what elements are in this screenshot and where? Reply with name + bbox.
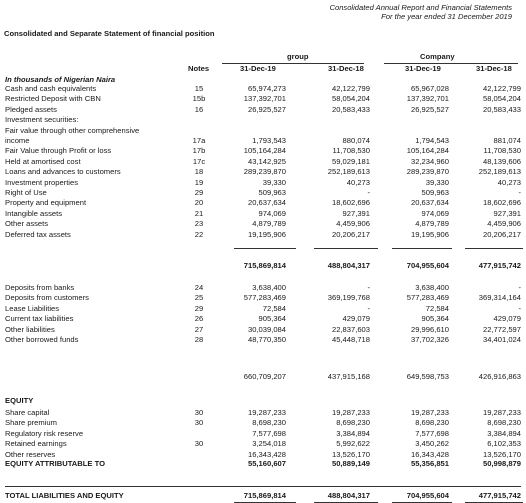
asset-row [0,137,526,146]
asset-row-g19: 19,195,906 [247,229,286,239]
asset-row [0,220,526,229]
asset-row-g19: 105,164,284 [243,146,286,156]
liability-row-note: 28 [194,335,204,344]
equity-row-c19: 7,577,698 [415,428,449,438]
asset-row-c19: 19,195,906 [410,229,449,239]
asset-row-c18: 18,602,696 [482,198,521,208]
asset-row-note: 19 [194,177,204,187]
asset-row-g18: 18,602,696 [331,198,370,208]
total-assets-group-2019: 715,869,814 [243,261,286,270]
asset-row-c19: 4,879,789 [415,219,449,229]
liability-row [0,315,526,324]
asset-row-label: Other assets [5,219,49,229]
asset-row [0,199,526,208]
equity-row-g19: 8,698,230 [252,418,286,428]
asset-row-c18: 881,074 [493,136,521,145]
liability-row-c19: 29,996,610 [410,324,449,334]
asset-row-g19: 509,963 [258,188,286,197]
liability-row-c18: 22,772,597 [482,324,521,334]
equity-row-c19: 19,287,233 [410,408,449,417]
assets-subtotal-rule [234,248,296,249]
liability-row-c19: 905,364 [421,314,449,324]
equity-row [0,419,526,428]
asset-row-note: 23 [194,219,204,229]
liability-row-note: 26 [194,314,204,324]
liability-row-note: 24 [194,283,204,292]
equity-row-label: Other reserves [5,449,56,459]
asset-row [0,158,526,167]
grand-total-label: TOTAL LIABILITIES AND EQUITY [5,491,124,500]
asset-row-label: Restricted Deposit with CBN [5,94,101,104]
equity-row-g18: 8,698,230 [336,418,370,428]
equity-row-c19: 16,343,428 [410,449,449,459]
liability-row-label: Current tax liabilities [5,314,74,324]
grand-total-company-2019: 704,955,604 [406,491,449,500]
equity-heading: EQUITY [5,396,34,405]
asset-row-label: Held at amortised cost [5,156,81,166]
grand-total-group-2019: 715,869,814 [243,491,286,500]
asset-row-c18: 11,708,530 [483,146,521,156]
liability-row-g19: 30,039,084 [247,324,286,334]
liability-row-c18: - [518,283,521,292]
asset-row-c19: 105,164,284 [406,146,449,156]
asset-row-c19: 26,925,527 [410,104,449,114]
equity-total-company-2019: 55,356,851 [410,459,449,468]
equity-total-row [0,460,526,469]
asset-row [0,85,526,94]
liability-row-g18: - [367,303,370,313]
equity-row-note: 30 [194,408,204,417]
total-assets-row [0,262,526,271]
asset-row-c18: - [518,188,521,197]
asset-row-g19: 26,925,527 [247,104,286,114]
asset-row-label: Property and equipment [5,198,87,208]
asset-row [0,179,526,188]
asset-row-label: Right of Use [5,188,47,197]
asset-row-c18: 927,391 [493,208,521,218]
asset-row-g19: 974,069 [258,208,286,218]
group-column-heading: group [287,52,309,61]
asset-row-note: 17c [192,156,206,166]
asset-row-g18: - [367,188,370,197]
asset-row [0,116,526,125]
total-liabilities-company-2019: 649,598,753 [406,372,449,381]
asset-row-g19: 65,974,273 [247,84,286,93]
equity-row-label: Share premium [5,418,57,428]
asset-row-label: Fair value through other comprehensive [5,125,140,135]
liability-row-g18: 429,079 [342,314,370,324]
asset-row-note: 17b [192,146,206,156]
liability-row-c19: 37,702,326 [410,335,449,344]
liability-row [0,336,526,345]
liability-row-label: Deposits from banks [5,283,75,292]
asset-row-c19: 974,069 [421,208,449,218]
liability-row-g18: 45,448,718 [331,335,370,344]
asset-row-g18: 58,054,204 [331,94,370,104]
equity-row-c18: 13,526,170 [482,449,521,459]
equity-row-note: 30 [194,418,204,428]
asset-row-g18: 252,189,613 [327,167,370,177]
assets-subtotal-rule [465,248,523,249]
liability-row-g18: 22,837,603 [331,324,370,334]
asset-row [0,106,526,115]
asset-row-c18: 20,206,217 [482,229,521,239]
asset-row-c18: 4,459,906 [487,219,521,229]
liability-row-note: 29 [194,303,204,313]
asset-row-c19: 289,239,870 [406,167,449,177]
grand-total-group-2018: 488,804,317 [327,491,370,500]
asset-row-g18: 4,459,906 [336,219,370,229]
company-2019-column-header: 31-Dec-19 [405,64,441,73]
liability-row-g19: 577,283,469 [243,293,286,303]
equity-row-c18: 6,102,353 [487,439,521,449]
asset-row-label: Loans and advances to customers [5,167,121,177]
equity-row-c19: 8,698,230 [415,418,449,428]
liability-row-c18: 429,079 [493,314,521,324]
equity-row-label: Regulatory risk reserve [5,428,84,438]
equity-row-c18: 19,287,233 [482,408,521,417]
group-2018-column-header: 31-Dec-18 [328,64,364,73]
asset-row-note: 22 [194,229,204,239]
equity-row-g18: 3,384,894 [336,428,370,438]
asset-row-label: income [5,136,30,145]
asset-row [0,95,526,104]
notes-column-header: Notes [188,64,210,73]
total-assets-company-2018: 477,915,742 [478,261,521,270]
liability-row-c19: 577,283,469 [406,293,449,303]
equity-row-c19: 3,450,262 [415,439,449,449]
asset-row-c19: 137,392,701 [406,94,449,104]
asset-row-g19: 1,793,543 [252,136,286,145]
asset-row-note: 15 [194,84,204,93]
grand-total-row [0,492,526,501]
report-header-period: For the year ended 31 December 2019 [381,12,512,21]
liability-row-label: Other liabilities [5,324,55,334]
asset-row-note: 21 [194,208,204,218]
asset-row-g19: 4,879,789 [252,219,286,229]
equity-row [0,430,526,439]
liability-row-c18: 369,314,164 [478,293,521,303]
liability-row-note: 25 [194,293,204,303]
equity-total-label: EQUITY ATTRIBUTABLE TO [5,459,105,468]
asset-row-g18: 42,122,799 [331,84,370,93]
asset-row [0,127,526,136]
asset-row-c19: 1,794,543 [415,136,449,145]
total-liabilities-group-2019: 660,709,207 [243,372,286,381]
asset-row-g19: 137,392,701 [243,94,286,104]
unit-caption: In thousands of Nigerian Naira [5,75,116,84]
liability-row [0,284,526,293]
liability-row-c18: - [518,303,521,313]
equity-row-c18: 3,384,894 [487,428,521,438]
asset-row-g18: 20,583,433 [331,104,370,114]
asset-row-g18: 880,074 [342,136,370,145]
asset-row-note: 17a [192,136,206,145]
liability-row-g18: - [367,283,370,292]
asset-row-g19: 289,239,870 [243,167,286,177]
asset-row-c18: 58,054,204 [482,94,521,104]
asset-row-note: 16 [194,104,204,114]
equity-row-note: 30 [194,439,204,449]
statement-title: Consolidated and Separate Statement of financial position [4,29,215,38]
asset-row-c19: 509,963 [421,188,449,197]
asset-row-g18: 40,273 [346,177,370,187]
liability-row-g19: 905,364 [258,314,286,324]
grand-total-company-2018: 477,915,742 [478,491,521,500]
equity-row-g18: 19,287,233 [331,408,370,417]
company-column-heading: Company [420,52,455,61]
liability-row [0,305,526,314]
equity-row-g19: 7,577,698 [252,428,286,438]
liability-row-label: Other borrowed funds [5,335,79,344]
asset-row-g19: 39,330 [262,177,286,187]
asset-row-c18: 48,139,606 [482,156,521,166]
liability-row [0,326,526,335]
liability-row-label: Lease Liabilities [5,303,60,313]
equity-row-g18: 5,992,622 [336,439,370,449]
equity-row-g19: 3,254,018 [252,439,286,449]
assets-subtotal-rule [314,248,378,249]
equity-total-group-2018: 50,889,149 [331,459,370,468]
asset-row-c18: 40,273 [497,177,521,187]
asset-row [0,231,526,240]
total-liabilities-row [0,373,526,382]
liability-row-label: Deposits from customers [5,293,89,303]
total-assets-group-2018: 488,804,317 [327,261,370,270]
asset-row-c19: 20,637,634 [410,198,449,208]
asset-row-label: Intangible assets [5,208,62,218]
liability-row-g19: 48,770,350 [247,335,286,344]
liability-row-g19: 3,638,400 [252,283,286,292]
equity-row-g19: 19,287,233 [247,408,286,417]
asset-row-g18: 11,708,530 [332,146,370,156]
assets-subtotal-rule [392,248,452,249]
asset-row [0,189,526,198]
equity-row-g19: 16,343,428 [247,449,286,459]
equity-row [0,409,526,418]
equity-row-label: Retained earnings [5,439,67,449]
asset-row [0,147,526,156]
asset-row-note: 29 [194,188,204,197]
asset-row-c19: 65,967,028 [410,84,449,93]
report-header-title: Consolidated Annual Report and Financial Statements [329,3,512,12]
liability-row-g18: 369,199,768 [327,293,370,303]
total-liabilities-group-2018: 437,915,168 [327,372,370,381]
asset-row-g18: 927,391 [342,208,370,218]
asset-row-note: 20 [194,198,204,208]
asset-row [0,210,526,219]
liability-row-c19: 3,638,400 [415,283,449,292]
equity-row-label: Share capital [5,408,50,417]
equity-heading-row [0,397,526,406]
liability-row-c19: 72,584 [425,303,449,313]
liability-row [0,294,526,303]
equity-row-c18: 8,698,230 [487,418,521,428]
group-2019-column-header: 31-Dec-19 [240,64,276,73]
asset-row-label: Cash and cash equivalents [5,84,97,93]
liability-row-c18: 34,401,024 [482,335,521,344]
asset-row-c19: 39,330 [425,177,449,187]
asset-row-c18: 20,583,433 [482,104,521,114]
asset-row-label: Fair Value through Profit or loss [5,146,112,156]
asset-row [0,168,526,177]
asset-row-c19: 32,234,960 [410,156,449,166]
equity-total-group-2019: 55,160,607 [247,459,286,468]
grand-total-top-rule [5,486,521,487]
equity-row-g18: 13,526,170 [331,449,370,459]
asset-row-label: Investment properties [5,177,79,187]
liability-row-g19: 72,584 [262,303,286,313]
liability-row-note: 27 [194,324,204,334]
equity-total-company-2018: 50,998,879 [482,459,521,468]
asset-row-label: Pledged assets [5,104,57,114]
asset-row-label: Investment securities: [5,115,79,125]
total-liabilities-company-2018: 426,916,863 [478,372,521,381]
asset-row-c18: 252,189,613 [478,167,521,177]
asset-row-note: 18 [194,167,204,177]
asset-row-g18: 20,206,217 [331,229,370,239]
equity-row [0,440,526,449]
company-2018-column-header: 31-Dec-18 [476,64,512,73]
asset-row-g19: 43,142,925 [247,156,286,166]
asset-row-g19: 20,637,634 [247,198,286,208]
asset-row-c18: 42,122,799 [482,84,521,93]
asset-row-label: Deferred tax assets [5,229,71,239]
asset-row-note: 15b [192,94,206,104]
asset-row-g18: 59,029,181 [331,156,370,166]
total-assets-company-2019: 704,955,604 [406,261,449,270]
